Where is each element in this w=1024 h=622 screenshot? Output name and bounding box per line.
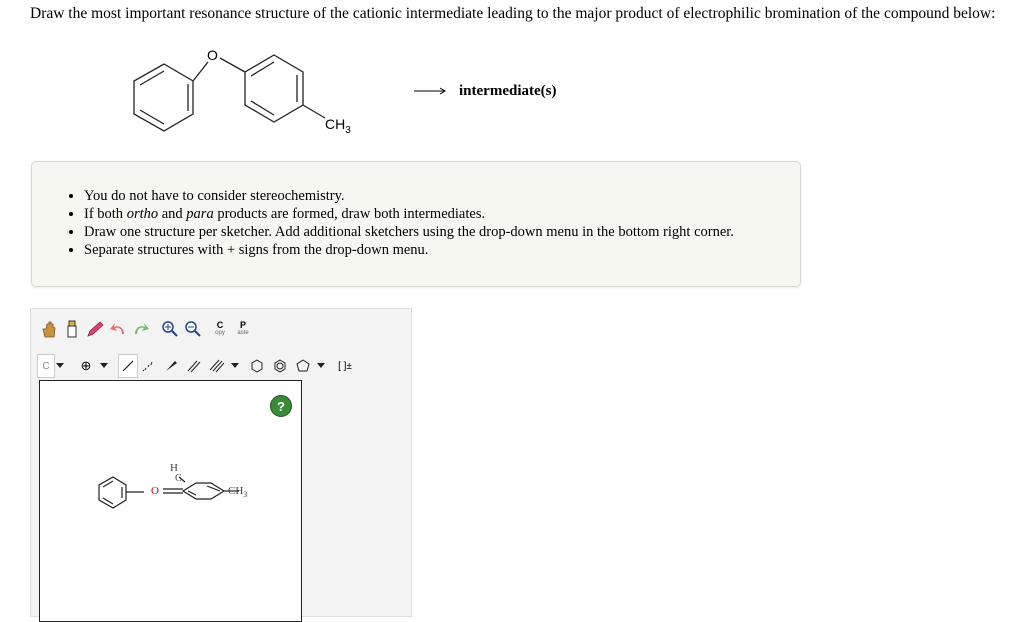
element-dropdown-icon[interactable] [55, 356, 65, 376]
hashed-bond-icon[interactable] [138, 356, 158, 376]
element-select[interactable]: C [37, 354, 55, 378]
question-text: Draw the most important resonance structure of the cationic intermediate leading to the major product of electrophilic bromination of the compound below: [30, 5, 996, 22]
note-item: • You do not have to consider stereochemistry. [84, 187, 800, 205]
eraser-icon[interactable] [62, 319, 82, 339]
reactant-structure [0, 0, 420, 150]
pencil-icon[interactable] [85, 319, 105, 339]
undo-icon[interactable] [108, 319, 128, 339]
drawn-structure [40, 381, 301, 621]
note-item: • Separate structures with + signs from the drop-down menu. [84, 241, 800, 259]
sketcher-panel [30, 308, 412, 617]
ring-dropdown-icon[interactable] [316, 356, 326, 376]
hydrogen-label: H [170, 462, 178, 474]
copy-button[interactable]: C opy [215, 320, 225, 336]
charge-dropdown-icon[interactable] [99, 356, 109, 376]
carbon-label: C [175, 473, 182, 484]
sketcher-toolbar-bottom [37, 354, 358, 378]
wedge-bond-icon[interactable] [161, 356, 181, 376]
note-item: • Draw one structure per sketcher. Add additional sketchers using the drop-down menu in the bottom right corner. [84, 223, 800, 241]
ch3-label: $CH_3$ [228, 485, 248, 500]
zoom-out-icon[interactable] [183, 319, 203, 339]
redo-icon[interactable] [131, 319, 151, 339]
zoom-in-icon[interactable] [160, 319, 180, 339]
product-label: intermediate(s) [459, 83, 557, 99]
hand-icon[interactable] [39, 319, 59, 339]
instructions-box [31, 161, 801, 287]
drawing-canvas[interactable] [39, 380, 302, 622]
help-button[interactable]: ? [270, 395, 292, 417]
ch3-label: $CH_3$ [325, 116, 351, 136]
oxygen-label: O [207, 47, 218, 63]
oxygen-label: O [151, 485, 159, 497]
sketcher-toolbar-top [39, 319, 256, 339]
pentagon-icon[interactable] [293, 356, 313, 376]
note-item: • If both ortho and para products are formed, draw both intermediates. [84, 205, 800, 223]
paste-button[interactable]: P aste [237, 320, 249, 336]
reaction-arrow [412, 84, 448, 98]
hexagon-icon[interactable] [247, 356, 267, 376]
bracket-button[interactable]: [ ]± [338, 360, 352, 372]
single-bond-tool[interactable] [118, 354, 138, 378]
double-bond-icon[interactable] [184, 356, 204, 376]
charge-button[interactable]: ⊕ [80, 358, 92, 373]
triple-bond-icon[interactable] [207, 356, 227, 376]
benzene-icon[interactable] [270, 356, 290, 376]
bond-dropdown-icon[interactable] [230, 356, 240, 376]
